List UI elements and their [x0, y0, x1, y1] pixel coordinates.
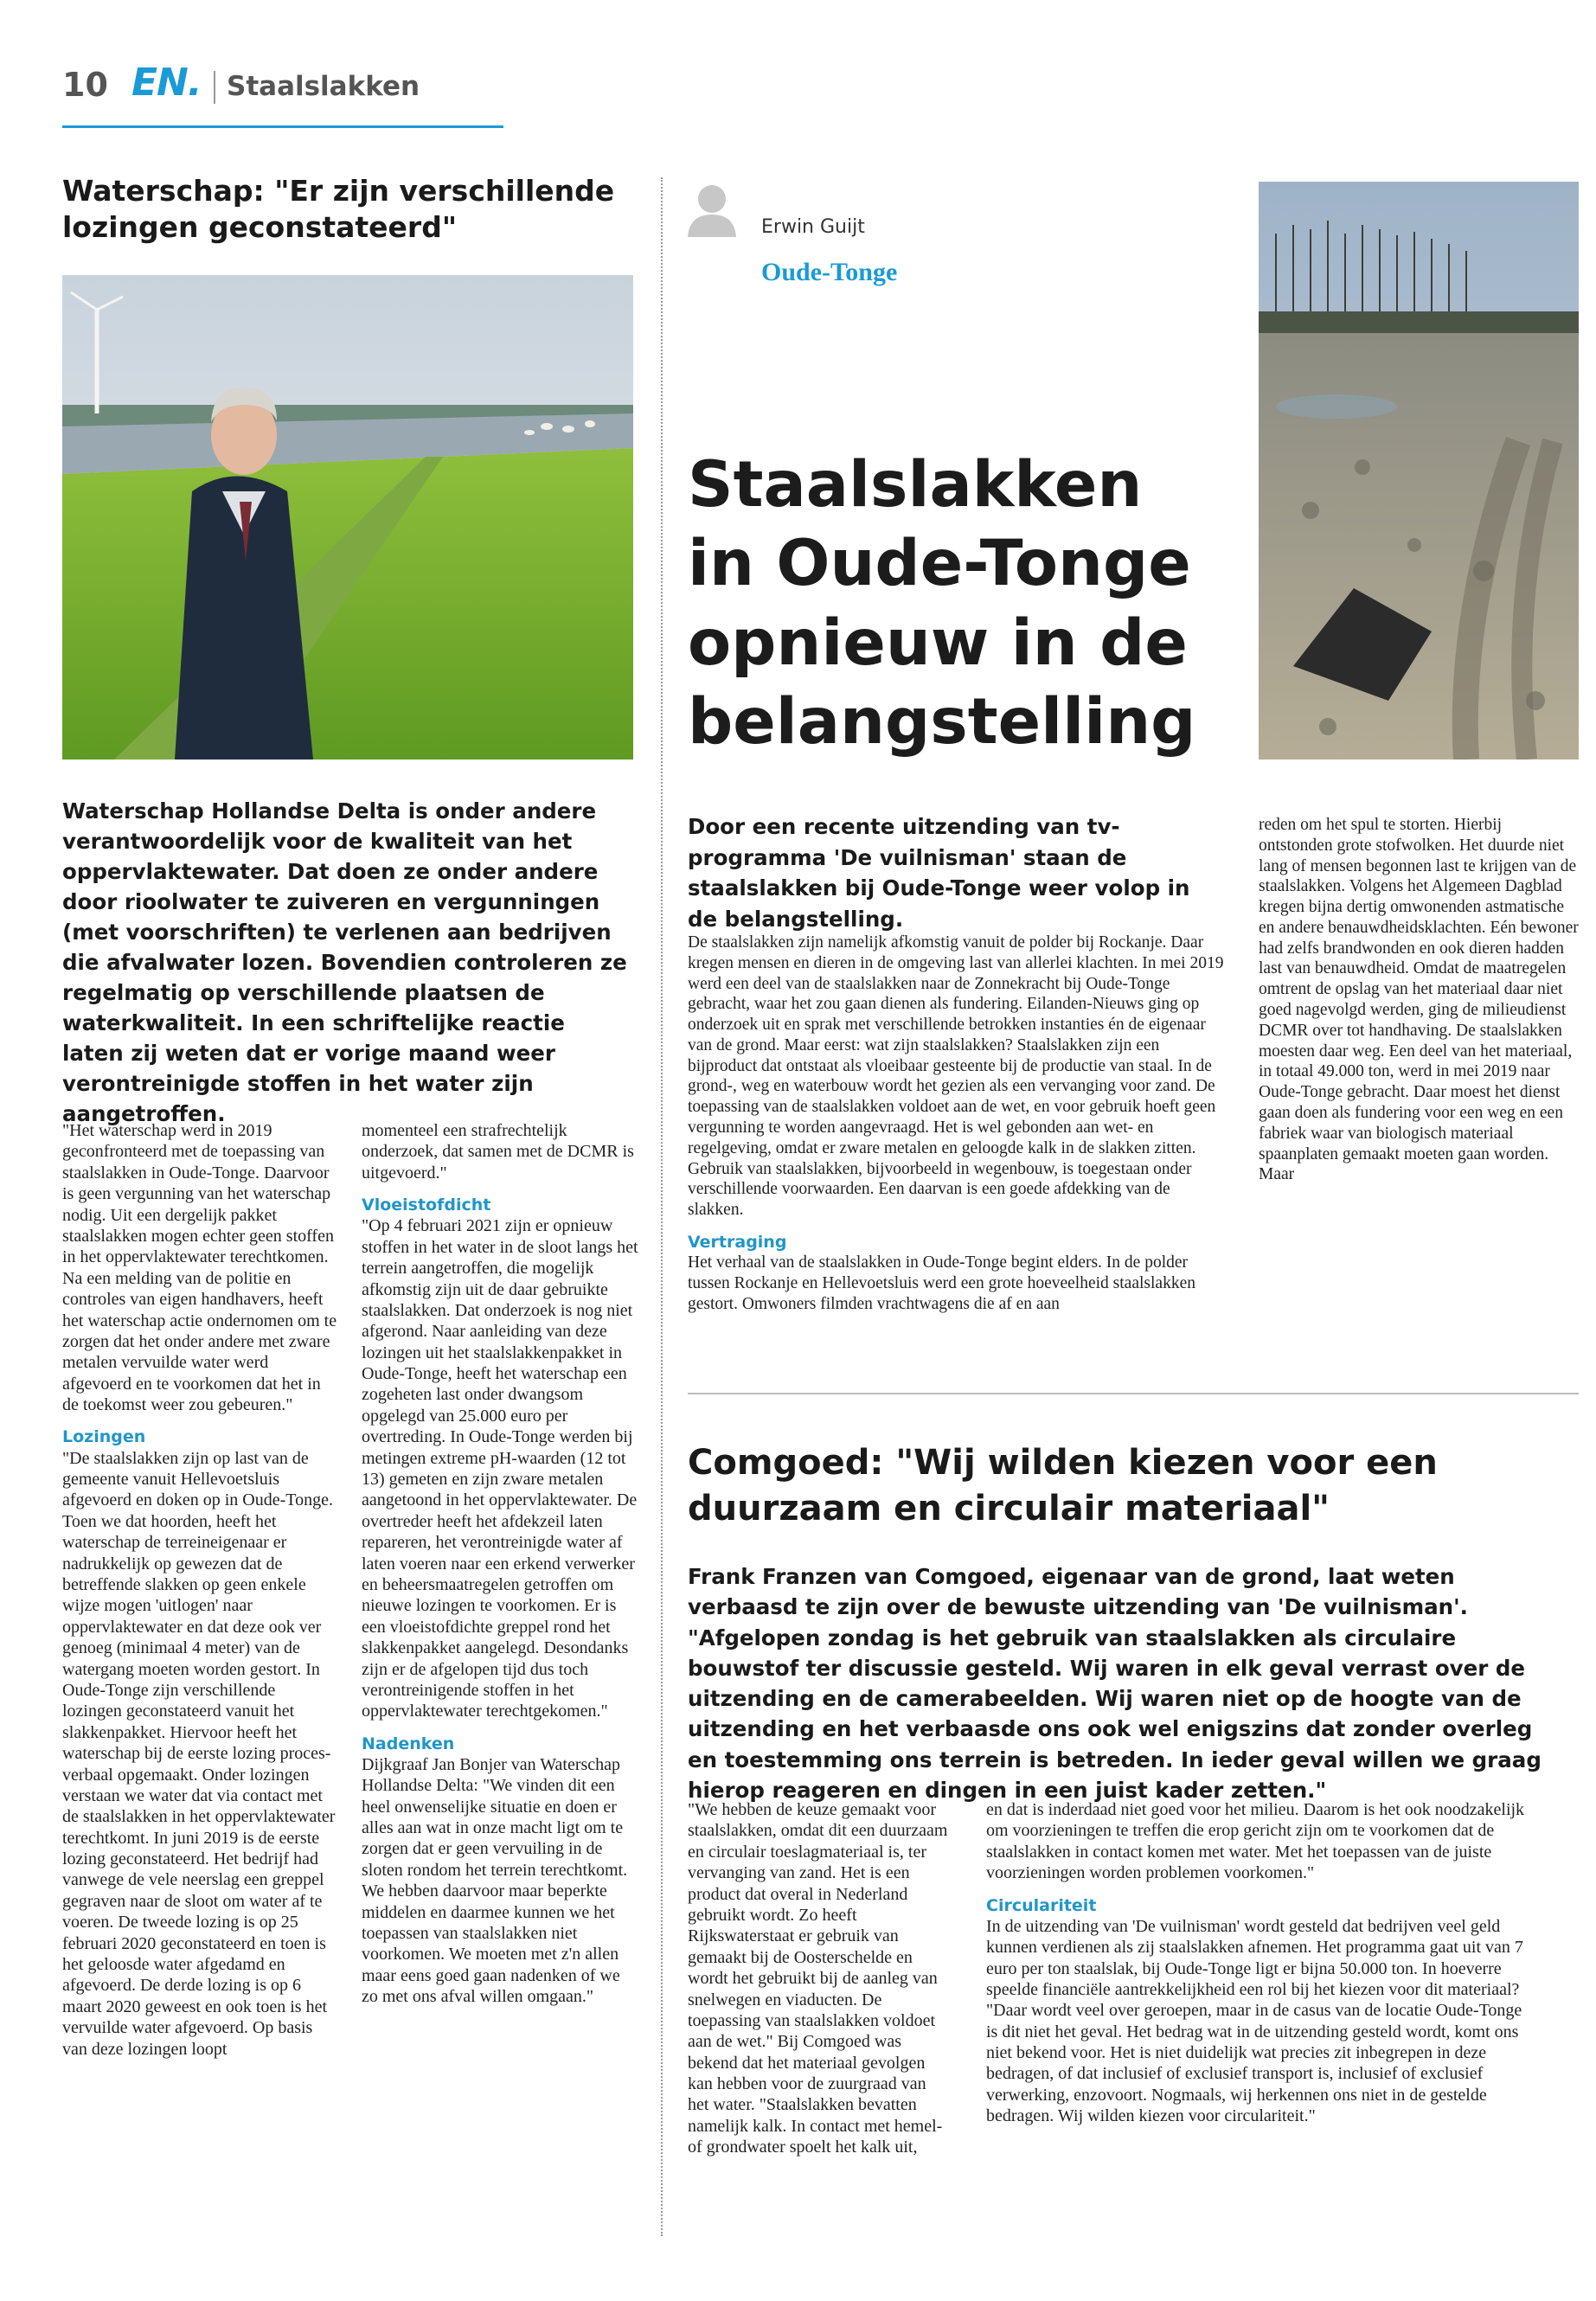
subhead-vertraging: Vertraging — [688, 1232, 787, 1252]
main-body-paragraph: Het verhaal van de staalslakken in Oude-Tonge begint elders. In de polder tussen Rockanje en Hellevoetsluis werd een grote hoeveelheid staalslakken gestort. Omwoners filmden vrachtwagens die af en aan — [688, 1253, 1195, 1313]
left-column-1 — [62, 1120, 339, 2060]
header-rule — [62, 125, 503, 128]
left-col2-paragraph: Dijkgraaf Jan Bonjer van Waterschap Hollandse Delta: "We vinden dit een heel onwenselijke situatie en doen er alles aan wat in onze macht ligt om te zorgen dat er geen vervuiling in de sloten rondom het terrein terechtkomt. We hebben daarvoor maar beperkte middelen en daarmee kunnen we het toepassen van staalslakken niet voorkomen. We moeten met z'n allen maar eens goed gaan nadenken of we zo met ons afval willen omgaan." — [362, 1754, 628, 2007]
main-intro: Door een recente uitzending van tv-programma 'De vuilnisman' staan de staalslakken bij Oude-Tonge weer volop in de belangstelling. — [688, 814, 1190, 932]
comgoed-column-2 — [986, 1799, 1533, 2127]
byline-location: Oude-Tonge — [761, 258, 898, 286]
field-photo — [1259, 182, 1579, 760]
column-divider — [661, 177, 663, 2236]
portrait-photo — [62, 275, 633, 760]
left-col2-paragraph: momenteel een strafrechtelijk onderzoek, dat samen met de DCMR is uitgevoerd." — [362, 1121, 634, 1183]
header-divider — [214, 71, 215, 104]
main-headline: Staalslakken in Oude-Tonge opnieuw in de belangstelling — [688, 448, 1196, 759]
main-column-1 — [688, 933, 1228, 1314]
section-label: Staalslakken — [227, 71, 420, 102]
byline-author: Erwin Guijt — [761, 216, 865, 238]
section-divider — [688, 1393, 1579, 1394]
comgoed-paragraph: In de uitzending van 'De vuilnisman' wordt gesteld dat bedrijven veel geld kunnen verdienen als zij staalslakken afnemen. Het programma gaat uit van 7 euro per ton staalslak, bij Oude-Tonge ligt er bijna 50.000 ton. In hoeverre speelde financiële aantrekkelijkheid een rol bij het kiezen voor dit materiaal? "Daar wordt veel over geroepen, maar in de casus van de locatie Oude-Tonge is dit niet het geval. Het bedrag wat in de uitzending gesteld wordt, komt ons niet bekend voor. Het is niet duidelijk wat precies zit inbegrepen in deze bedragen, of dat inclusief of exclusief transport is, inclusief of exclusief verwerking, enzovoort. Nogmaals, wij herkennen ons niet in de gestelde bedragen. Wij wilden kiezen voor circulariteit." — [986, 1916, 1523, 2126]
main-column-2 — [1259, 815, 1579, 1185]
comgoed-paragraph: en dat is inderdaad niet goed voor het milieu. Daarom is het ook noodzakelijk om voorzieningen te treffen die erop gericht zijn om te voorkomen dat de staalslakken in contact komen met water. Met het toepassen van de juiste voorzieningen worden problemen voorkomen." — [986, 1800, 1525, 1883]
comgoed-column-1 — [688, 1799, 952, 2158]
subhead-circulariteit: Circulariteit — [986, 1895, 1097, 1915]
left-col2-paragraph: "Op 4 februari 2021 zijn er opnieuw stoffen in het water in de sloot langs het terrein aangetroffen, die mogelijk afkomstig zijn uit de daar gebruikte staalslakken. Dat onderzoek is nog niet afgerond. Naar aanleiding van deze lozingen uit het staalslakkenpakket in Oude-Tonge, heeft het waterschap een zogeheten last onder dwangsom opgelegd van 25.000 euro per overtreding. In Oude-Tonge werden bij metingen extreme pH-waarden (12 tot 13) gemeten en zijn zware metalen aangetoond in het oppervlaktewater. De overtreder heeft het afdekzeil laten repareren, het verontreinigde water af laten voeren naar een erkend verwerker en beheersmaatregelen getroffen om nieuwe lozingen te voorkomen. Er is een vloeistofdichte greppel rond het slakkenpakket aangelegd. Desondanks zijn er de afgelopen tijd dus toch verontreinigende stoffen in het oppervlaktewater terechtgekomen." — [362, 1216, 638, 1721]
brand-logo: EN. — [131, 61, 202, 105]
comgoed-headline: Comgoed: "Wij wilden kiezen voor een duurzaam en circulair materiaal" — [688, 1443, 1438, 1529]
left-column-2 — [362, 1120, 638, 2008]
left-col1-paragraph: "Het waterschap werd in 2019 geconfronteerd met de toepassing van staalslakken in Oude-Tonge. Daarvoor is geen vergunning van het waterschap nodig. Uit een dergelijk pakket staalslakken mogen echter geen stoffen in het oppervlaktewater terechtkomen. Na een melding van de politie en controles van eigen handhavers, heeft het waterschap actie ondernomen om te zorgen dat het onder andere met zware metalen vervuilde water werd afgevoerd en te voorkomen dat het in de toekomst weer zou gebeuren." — [62, 1121, 337, 1415]
comgoed-intro: Frank Franzen van Comgoed, eigenaar van de grond, laat weten verbaasd te zijn over de bewuste uitzending van 'De vuilnisman'. "Afgelopen zondag is het gebruik van staalslakken als circulaire bouwstof ter discussie gesteld. Wij waren in elk geval verrast over de uitzending en de camerabeelden. Wij waren niet op de hoogte van de uitzending en het verbaasde ons ook wel enigszins dat zonder overleg en toestemming ons terrein is betreden. In ieder geval willen we graag hierop reageren en dingen in een juist kader zetten." — [688, 1564, 1542, 1803]
main-body-paragraph: reden om het spul te storten. Hierbij ontstonden grote stofwolken. Het duurde niet lang of mensen begonnen last te krijgen van de staalslakken. Volgens het Algemeen Dagblad kregen bijna dertig omwonenden astmatische en andere benauwdheidsklachten. Eén bewoner had zelfs brandwonden en ook dieren hadden last van benauwdheid. Omdat de maatregelen omtrent de opslag van het materiaal daar niet goed nagevolgd werden, ging de milieudienst DCMR over tot handhaving. De staalslakken moesten daar weg. Een deel van het materiaal, in totaal 49.000 ton, werd in mei 2019 naar Oude-Tonge gebracht. Daar moest het dienst gaan doen als fundering voor een weg en een fabriek waar van biologisch materiaal spaanplaten gemaakt moeten gaan worden. Maar — [1259, 816, 1579, 1184]
left-col1-paragraph: "De staalslakken zijn op last van de gemeente vanuit Hellevoetsluis afgevoerd en doken op in Oude-Tonge. Toen we dat hoorden, heeft het waterschap de terreineigenaar er nadrukkelijk op gewezen dat de betreffende slakken op geen enkele wijze mogen 'uitlogen' naar oppervlaktewater en dat deze ook ver genoeg (minimaal 4 meter) van de watergang moeten worden gestort. In Oude-Tonge zijn verschillende lozingen geconstateerd vanuit het slakkenpakket. Hiervoor heeft het waterschap bij de eerste lozing proces-verbaal opgemaakt. Onder lozingen verstaan we water dat via contact met de staalslakken in het oppervlaktewater terechtkomt. In juni 2019 is de eerste lozing geconstateerd. Het bedrijf had vanwege de vele neerslag een greppel gegraven naar de sloot om water af te voeren. De tweede lozing is op 25 februari 2020 geconstateerd en toen is het geloosde water afgedamd en afgevoerd. De derde lozing is op 6 maart 2020 geweest en ook toen is het vervuilde water afgevoerd. Op basis van deze lozingen loopt — [62, 1448, 336, 2059]
left-headline: Waterschap: "Er zijn verschillende lozingen geconstateerd" — [62, 174, 615, 245]
subhead-lozingen: Lozingen — [62, 1427, 146, 1447]
page-number: 10 — [62, 66, 108, 104]
left-intro: Waterschap Hollandse Delta is onder andere verantwoordelijk voor de kwaliteit van het oppervlaktewater. Dat doen ze onder andere door rioolwater te zuiveren en vergunningen (met voorschriften) te verlenen aan bedrijven die afvalwater lozen. Bovendien controleren ze regelmatig op verschillende plaatsen de waterkwaliteit. In een schriftelijke reactie laten zij weten dat er vorige maand weer verontreinigde stoffen in het water zijn aangetroffen. — [62, 798, 627, 1127]
subhead-nadenken: Nadenken — [362, 1734, 455, 1753]
comgoed-paragraph: "We hebben de keuze gemaakt voor staalslakken, omdat dit een duurzaam en circulair toeslagmateriaal is, ter vervanging van zand. Het is een product dat overal in Nederland gebruikt wordt. Zo heeft Rijkswaterstaat er gebruik van gemaakt bij de Oosterschelde en wordt het gebruikt bij de aanleg van snelwegen en viaducten. De toepassing van staalslakken voldoet aan de wet." Bij Comgoed was bekend dat het materiaal gevolgen kan hebben voor de zuurgraad van het water. "Staalslakken bevatten namelijk kalk. In contact met hemel- of grondwater spoelt het kalk uit, — [688, 1800, 948, 2157]
author-avatar-icon — [686, 182, 738, 237]
main-body-paragraph: De staalslakken zijn namelijk afkomstig vanuit de polder bij Rockanje. Daar kregen mensen en dieren in de omgeving last van allerlei klachten. In mei 2019 werd een deel van de staalslakken naar de Zonnekracht bij Oude-Tonge gebracht, waar het zou gaan dienen als fundering. Eilanden-Nieuws ging op onderzoek uit en sprak met verschillende betrokken instanties én de eigenaar van de grond. Maar eerst: wat zijn staalslakken? Staalslakken zijn een bijproduct dat ontstaat als vloeibaar gesteente bij de productie van staal. In de grond-, weg en waterbouw wordt het gezien als een vervanging voor zand. De toepassing van de staalslakken voldoet aan de wet, en voor gebruik hoeft geen vergunning te worden aangevraagd. Het is wel gebonden aan wet- en regelgeving, omdat er zware metalen en geloogde kalk in de slakken zitten. Gebruik van staalslakken, bijvoorbeeld in wegenbouw, is toegestaan onder verschillende voorwaarden. Een daarvan is een goede afdekking van de slakken. — [688, 933, 1224, 1220]
subhead-vloeistofdicht: Vloeistofdicht — [362, 1195, 491, 1215]
